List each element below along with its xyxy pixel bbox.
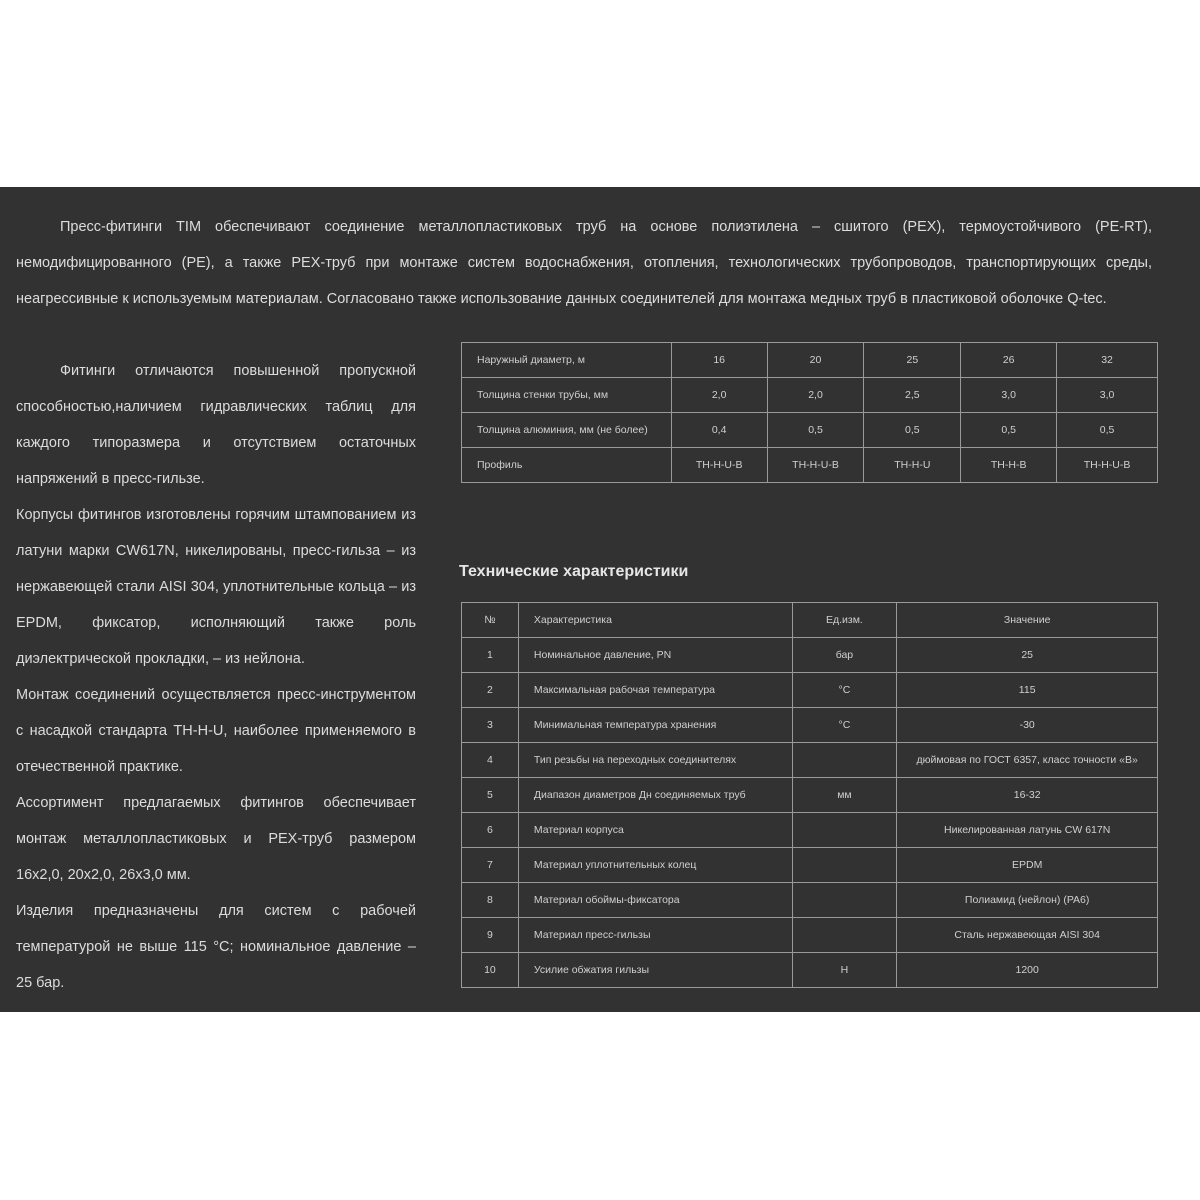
characteristic-cell: Материал уплотнительных колец bbox=[518, 848, 792, 883]
description-paragraph-2: Корпусы фитингов изготовлены горячим штампованием из латуни марки CW617N, никелированы, пресс-гильза – из нержавеющей стали AISI 304, уплотнительные кольца – из EPDM, фиксатор, исполняющий также роль диэлектрической прокладки, – из нейлона. bbox=[16, 507, 416, 667]
table-row bbox=[462, 743, 1158, 778]
table-cell: 2,0 bbox=[671, 378, 767, 413]
value-cell: 25 bbox=[897, 638, 1158, 673]
characteristic-cell: Минимальная температура хранения bbox=[518, 708, 792, 743]
description-column bbox=[16, 353, 416, 1001]
description-paragraph-4: Ассортимент предлагаемых фитингов обеспечивает монтаж металлопластиковых и PEX-труб размером 16x2,0, 20x2,0, 26x3,0 мм. bbox=[16, 795, 416, 883]
table-cell: 25 bbox=[864, 343, 961, 378]
intro-paragraph bbox=[16, 209, 1152, 317]
value-cell: -30 bbox=[897, 708, 1158, 743]
characteristic-cell: Материал обоймы-фиксатора bbox=[518, 883, 792, 918]
characteristic-cell: Усилие обжатия гильзы bbox=[518, 953, 792, 988]
row-number: 4 bbox=[462, 743, 519, 778]
table-row bbox=[462, 778, 1158, 813]
row-label: Профиль bbox=[462, 448, 672, 483]
row-number: 2 bbox=[462, 673, 519, 708]
value-cell: 16-32 bbox=[897, 778, 1158, 813]
characteristic-cell: Тип резьбы на переходных соединителях bbox=[518, 743, 792, 778]
value-cell: 1200 bbox=[897, 953, 1158, 988]
characteristic-cell: Максимальная рабочая температура bbox=[518, 673, 792, 708]
table-cell: 3,0 bbox=[1057, 378, 1158, 413]
description-paragraph-3: Монтаж соединений осуществляется пресс-инструментом с насадкой стандарта TH-H-U, наиболее применяемого в отечественной практике. bbox=[16, 687, 416, 775]
unit-cell: °C bbox=[792, 708, 897, 743]
table-cell: 20 bbox=[767, 343, 864, 378]
table-cell: 0,5 bbox=[767, 413, 864, 448]
unit-cell bbox=[792, 918, 897, 953]
value-cell: EPDM bbox=[897, 848, 1158, 883]
table-row bbox=[462, 813, 1158, 848]
row-number: 9 bbox=[462, 918, 519, 953]
row-number: 3 bbox=[462, 708, 519, 743]
row-number: 7 bbox=[462, 848, 519, 883]
table-cell: 0,5 bbox=[961, 413, 1057, 448]
table-cell: TH-H-U bbox=[864, 448, 961, 483]
column-header: Ед.изм. bbox=[792, 603, 897, 638]
table-cell: 2,0 bbox=[767, 378, 864, 413]
table-row bbox=[462, 343, 1158, 378]
value-cell: 115 bbox=[897, 673, 1158, 708]
characteristic-cell: Материал корпуса bbox=[518, 813, 792, 848]
column-header: Значение bbox=[897, 603, 1158, 638]
table-cell: 2,5 bbox=[864, 378, 961, 413]
characteristic-cell: Номинальное давление, PN bbox=[518, 638, 792, 673]
row-label: Наружный диаметр, м bbox=[462, 343, 672, 378]
description-paragraph-1: Фитинги отличаются повышенной пропускной способностью,наличием гидравлических таблиц для каждого типоразмера и отсутствием остаточных напряжений в пресс-гильзе. bbox=[16, 363, 416, 487]
value-cell: Полиамид (нейлон) (PA6) bbox=[897, 883, 1158, 918]
unit-cell bbox=[792, 743, 897, 778]
table-row bbox=[462, 848, 1158, 883]
column-header: № bbox=[462, 603, 519, 638]
table-row bbox=[462, 413, 1158, 448]
column-header: Характеристика bbox=[518, 603, 792, 638]
value-cell: Никелированная латунь CW 617N bbox=[897, 813, 1158, 848]
table-cell: TH-H-U-B bbox=[1057, 448, 1158, 483]
row-number: 8 bbox=[462, 883, 519, 918]
table-cell: 0,5 bbox=[864, 413, 961, 448]
table-cell: 26 bbox=[961, 343, 1057, 378]
characteristic-cell: Материал пресс-гильзы bbox=[518, 918, 792, 953]
unit-cell: Н bbox=[792, 953, 897, 988]
description-paragraph-5: Изделия предназначены для систем с рабочей температурой не выше 115 °C; номинальное давление – 25 бар. bbox=[16, 903, 416, 991]
table-cell: 0,4 bbox=[671, 413, 767, 448]
unit-cell: бар bbox=[792, 638, 897, 673]
intro-text: Пресс-фитинги TIM обеспечивают соединение металлопластиковых труб на основе полиэтилена – сшитого (PEX), термоустойчивого (PE-RT), немодифицированного (PE), а также PEX-труб при монтаже систем водоснабжения, отопления, технологических трубопроводов, транспортирующих среды, неагрессивные к используемым материалам. Согласовано также использование данных соединителей для монтажа медных труб в пластиковой оболочке Q-tec. bbox=[16, 219, 1152, 307]
table-row bbox=[462, 918, 1158, 953]
table-row bbox=[462, 448, 1158, 483]
row-number: 6 bbox=[462, 813, 519, 848]
table-row bbox=[462, 638, 1158, 673]
table-row bbox=[462, 378, 1158, 413]
unit-cell: мм bbox=[792, 778, 897, 813]
row-number: 1 bbox=[462, 638, 519, 673]
table-cell: 16 bbox=[671, 343, 767, 378]
table-cell: 32 bbox=[1057, 343, 1158, 378]
table-cell: 0,5 bbox=[1057, 413, 1158, 448]
spec-table bbox=[461, 602, 1158, 988]
row-number: 5 bbox=[462, 778, 519, 813]
row-label: Толщина алюминия, мм (не более) bbox=[462, 413, 672, 448]
table-cell: 3,0 bbox=[961, 378, 1057, 413]
unit-cell bbox=[792, 813, 897, 848]
table-row bbox=[462, 708, 1158, 743]
table-row bbox=[462, 673, 1158, 708]
table-row bbox=[462, 953, 1158, 988]
document-panel bbox=[0, 187, 1200, 1012]
value-cell: Сталь нержавеющая AISI 304 bbox=[897, 918, 1158, 953]
unit-cell bbox=[792, 883, 897, 918]
table-header-row bbox=[462, 603, 1158, 638]
table-cell: TH-H-U-B bbox=[671, 448, 767, 483]
spec-title: Технические характеристики bbox=[459, 563, 689, 580]
table-cell: TH-H-U-B bbox=[767, 448, 864, 483]
row-label: Толщина стенки трубы, мм bbox=[462, 378, 672, 413]
pipe-dimensions-table bbox=[461, 342, 1158, 483]
table-row bbox=[462, 883, 1158, 918]
table-cell: TH-H-B bbox=[961, 448, 1057, 483]
value-cell: дюймовая по ГОСТ 6357, класс точности «В» bbox=[897, 743, 1158, 778]
unit-cell bbox=[792, 848, 897, 883]
row-number: 10 bbox=[462, 953, 519, 988]
unit-cell: °C bbox=[792, 673, 897, 708]
characteristic-cell: Диапазон диаметров Дн соединяемых труб bbox=[518, 778, 792, 813]
